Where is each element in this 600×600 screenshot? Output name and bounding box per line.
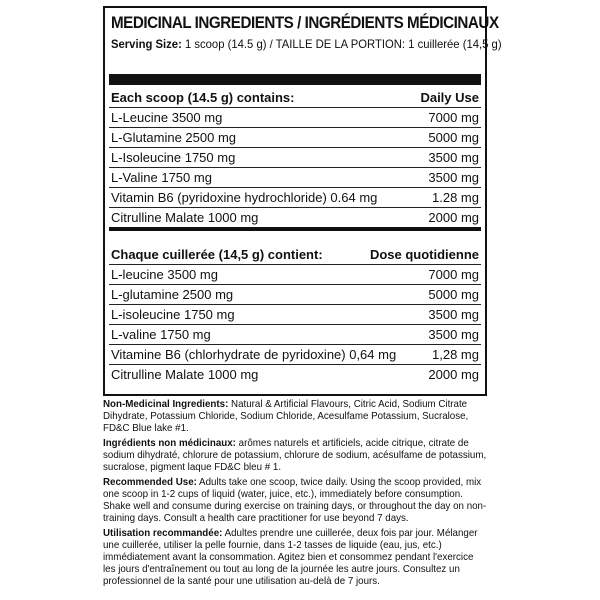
non-medicinal-text: Natural & Artificial Flavours, Citric Acid, Sodium Citrate Dihydrate, Potassium Chloride, Sodium Chloride, Acesulfame Potassium, Sucralose, FD&C Blue lake #1. <box>103 398 469 434</box>
french-header-label: Chaque cuillerée (14,5 g) contient: <box>111 247 323 262</box>
serving-size-label: Serving Size: <box>111 37 182 51</box>
english-header-daily: Daily Use <box>420 90 479 105</box>
non-medicinal-ingredients <box>103 398 488 434</box>
daily-amount: 2000 mg <box>428 210 479 225</box>
recommended-use-fr-text: Adultes prendre une cuillerée, deux fois par jour. Mélanger une cuillerée, utiliser la pelle fournie, dans 1-2 tasses de liquide (eau, jus, etc.) immédiatement avant la consommation. Agitez bien et consommez pendant l'exercice les jours d'entraînement ou tout au long de la journée les autre jours. Consultez un professionnel de la santé pour une utilisation au-delà de 7 jours. <box>103 527 478 587</box>
non-medicinal-label: Non-Medicinal Ingredients: <box>103 398 229 410</box>
daily-amount: 3500 mg <box>428 307 479 322</box>
ingredient-name: L-glutamine 2500 mg <box>111 287 234 302</box>
ingredient-name: Citrulline Malate 1000 mg <box>111 210 259 225</box>
table-row <box>109 188 481 208</box>
daily-amount: 2000 mg <box>428 367 479 382</box>
daily-amount: 1,28 mg <box>432 347 479 362</box>
ingredient-name: L-isoleucine 1750 mg <box>111 307 235 322</box>
serving-size-text: 1 scoop (14.5 g) / TAILLE DE LA PORTION: 1 cuillerée (14,5 g) <box>181 37 502 51</box>
recommended-use-text: Adults take one scoop, twice daily. Using the scoop provided, mix one scoop in 1-2 cups of liquid (water, juice, etc.), immediately before consumption. Shake well and consume during exercise on training days, or throughout the day on non-training days. Consult a health care practitioner for use beyond 7 days. <box>103 476 487 524</box>
table-row <box>109 305 481 325</box>
daily-amount: 5000 mg <box>428 287 479 302</box>
table-separator <box>109 227 481 231</box>
french-ingredient-table <box>109 245 481 384</box>
daily-amount: 5000 mg <box>428 130 479 145</box>
recommended-use-fr-label: Utilisation recommandée: <box>103 527 223 539</box>
table-row <box>109 168 481 188</box>
non-medicinal-fr-text: arômes naturels et artificiels, acide citrique, citrate de sodium dihydraté, chlorure de potassium, chlorure de sodium, acésulfame de potassium, sucralose, pigment laque FD&C bleu # 1. <box>103 437 487 473</box>
table-row <box>109 128 481 148</box>
recommended-use-fr <box>103 527 488 587</box>
table-row <box>109 365 481 384</box>
daily-amount: 7000 mg <box>428 110 479 125</box>
french-header-daily: Dose quotidienne <box>369 247 479 262</box>
ingredient-name: L-leucine 3500 mg <box>111 267 218 282</box>
ingredient-name: Vitamin B6 (pyridoxine hydrochloride) 0.64 mg <box>111 190 378 205</box>
daily-amount: 3500 mg <box>428 327 479 342</box>
table-row <box>109 325 481 345</box>
english-ingredient-table <box>109 88 481 231</box>
header-divider-bar <box>109 74 481 85</box>
non-medicinal-fr-label: Ingrédients non médicinaux: <box>103 437 236 449</box>
medicinal-ingredients-panel <box>103 6 502 396</box>
ingredient-name: L-Valine 1750 mg <box>111 170 212 185</box>
english-header-label: Each scoop (14.5 g) contains: <box>111 90 295 105</box>
ingredient-name: Vitamine B6 (chlorhydrate de pyridoxine) 0,64 mg <box>111 347 397 362</box>
non-medicinal-ingredients-fr <box>103 437 488 473</box>
table-row <box>109 208 481 227</box>
table-row <box>109 285 481 305</box>
french-table-header <box>109 245 481 265</box>
recommended-use <box>103 476 488 524</box>
daily-amount: 1.28 mg <box>432 190 479 205</box>
daily-amount: 3500 mg <box>428 170 479 185</box>
ingredient-name: L-Glutamine 2500 mg <box>111 130 237 145</box>
label-title: MEDICINAL INGREDIENTS / INGRÉDIENTS MÉDICINAUX <box>111 14 499 32</box>
english-table-header <box>109 88 481 108</box>
daily-amount: 3500 mg <box>428 150 479 165</box>
serving-size <box>111 37 502 51</box>
label-notes <box>103 398 488 590</box>
table-row <box>109 108 481 128</box>
daily-amount: 7000 mg <box>428 267 479 282</box>
table-row <box>109 265 481 285</box>
ingredient-name: Citrulline Malate 1000 mg <box>111 367 259 382</box>
table-row <box>109 148 481 168</box>
ingredient-name: L-Isoleucine 1750 mg <box>111 150 236 165</box>
ingredient-name: L-valine 1750 mg <box>111 327 211 342</box>
recommended-use-label: Recommended Use: <box>103 476 197 488</box>
ingredient-name: L-Leucine 3500 mg <box>111 110 223 125</box>
table-row <box>109 345 481 365</box>
